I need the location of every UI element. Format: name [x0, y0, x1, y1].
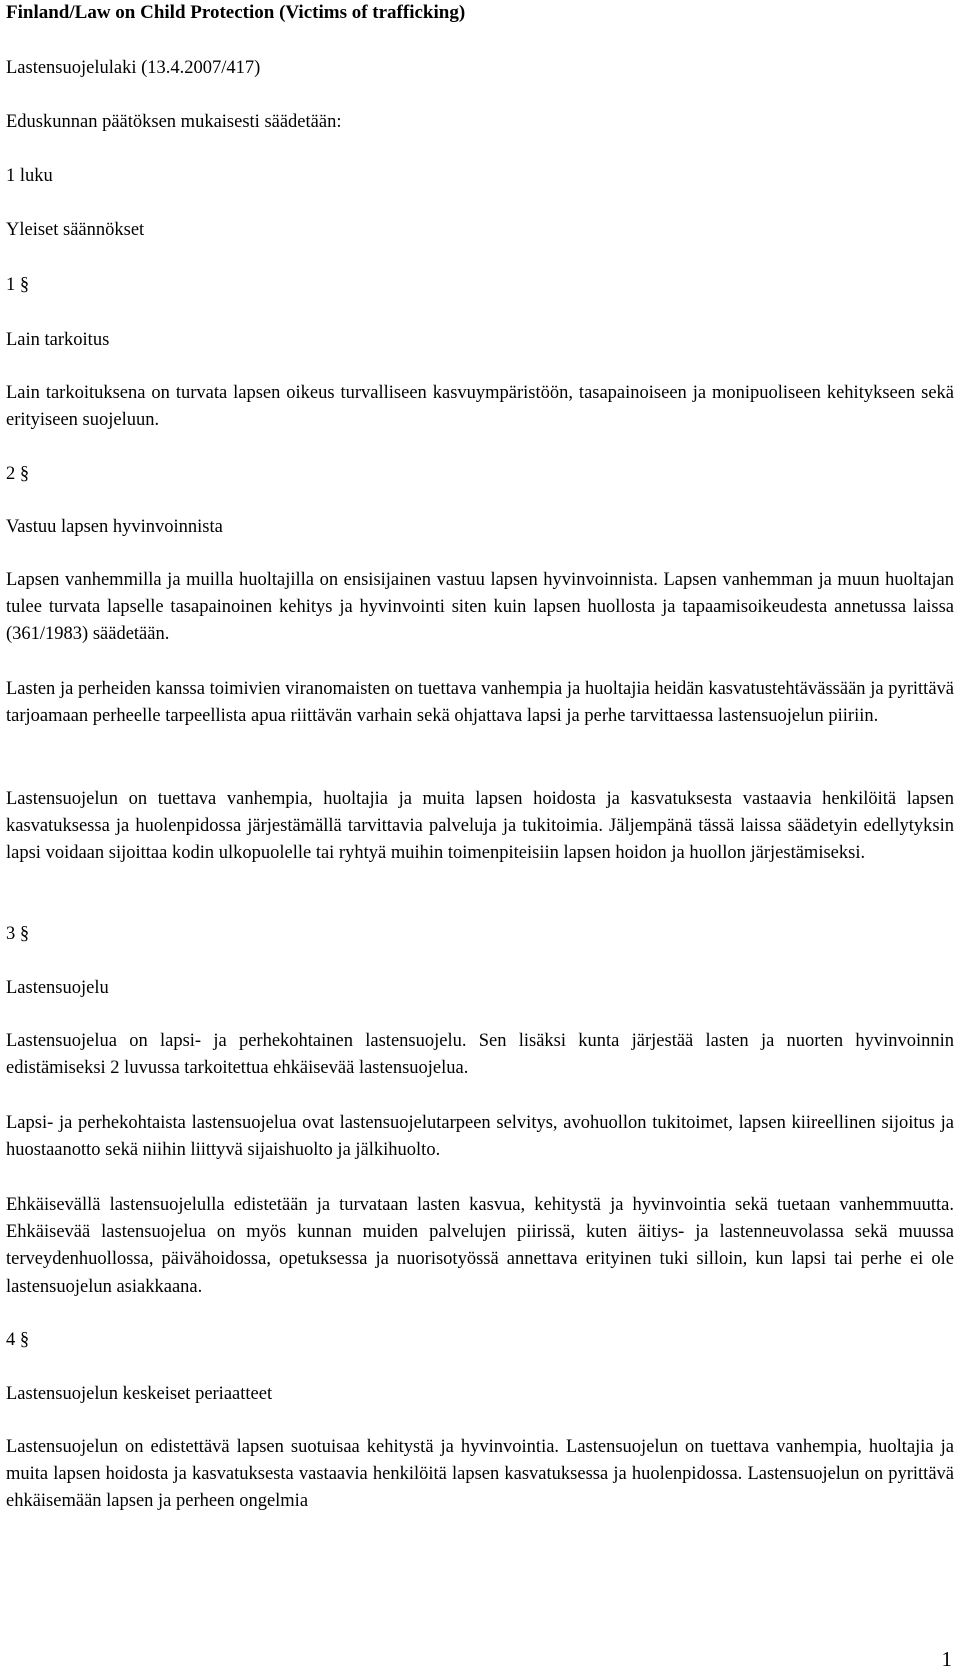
section-3-number: 3 §: [6, 924, 30, 944]
law-name: Lastensuojelulaki (13.4.2007/417): [6, 58, 261, 78]
section-1-paragraph-1: Lain tarkoituksena on turvata lapsen oikeus turvalliseen kasvuympäristöön, tasapainoiseen ja monipuoliseen kehitykseen sekä erityiseen suojeluun.: [6, 383, 954, 431]
section-2-paragraph-3: Lastensuojelun on tuettava vanhempia, huoltajia ja muita lapsen hoidosta ja kasvatuksesta vastaavia henkilöitä lapsen kasvatuksessa ja huolenpidossa järjestämällä tarvittavia palveluja ja tukitoimia. Jäljempänä tässä laissa säädetyin edellytyksin lapsi voidaan sijoittaa kodin ulkopuolelle tai ryhtyä muihin toimenpiteisiin lapsen hoidon ja huollon järjestämiseksi.: [6, 789, 954, 864]
enactment-clause: Eduskunnan päätöksen mukaisesti säädetään:: [6, 112, 342, 132]
chapter-title: Yleiset säännökset: [6, 220, 145, 240]
section-2-heading: Vastuu lapsen hyvinvoinnista: [6, 517, 223, 537]
section-3-paragraph-3: Ehkäisevällä lastensuojelulla edistetään ja turvataan lasten kasvua, kehitystä ja hyvinvointia sekä tuetaan vanhemmuutta. Ehkäisevää lastensuojelua on myös kunnan muiden palvelujen piirissä, kuten äitiys- ja lastenneuvolassa sekä muussa terveydenhuollossa, päivähoidossa, opetuksessa ja nuorisotyössä annettava erityinen tuki silloin, kun lapsi tai perhe ei ole lastensuojelun asiakkaana.: [6, 1195, 954, 1297]
section-4-heading: Lastensuojelun keskeiset periaatteet: [6, 1384, 273, 1404]
section-2-paragraph-1: Lapsen vanhemmilla ja muilla huoltajilla on ensisijainen vastuu lapsen hyvinvoinnista. Lapsen vanhemman ja muun huoltajan tulee turvata lapselle tasapainoinen kehitys ja hyvinvointi siten kuin lapsen huollosta ja tapaamisoikeudesta annetussa laissa (361/1983) säädetään.: [6, 570, 954, 645]
page-number: 1: [941, 1647, 952, 1671]
section-4-number: 4 §: [6, 1330, 30, 1350]
section-4-paragraph-1: Lastensuojelun on edistettävä lapsen suotuisaa kehitystä ja hyvinvointia. Lastensuojelun on tuettava vanhempia, huoltajia ja muita lapsen hoidosta ja kasvatuksesta vastaavia henkilöitä lapsen kasvatuksessa ja huolenpidossa. Lastensuojelun on pyrittävä ehkäisemään lapsen ja perheen ongelmia: [6, 1437, 954, 1512]
section-3-paragraph-2: Lapsi- ja perhekohtaista lastensuojelua ovat lastensuojelutarpeen selvitys, avohuollon tukitoimet, lapsen kiireellinen sijoitus ja huostaanotto sekä niihin liittyvä sijaishuolto ja jälkihuolto.: [6, 1113, 954, 1161]
section-1-number: 1 §: [6, 275, 30, 295]
document-title: Finland/Law on Child Protection (Victims of trafficking): [6, 2, 466, 23]
chapter-number: 1 luku: [6, 166, 53, 186]
section-1-heading: Lain tarkoitus: [6, 330, 110, 350]
section-2-paragraph-2: Lasten ja perheiden kanssa toimivien viranomaisten on tuettava vanhempia ja huoltajia heidän kasvatustehtävässään ja pyrittävä tarjoamaan perheelle tarpeellista apua riittävän varhain sekä ohjattava lapsi ja perhe tarvittaessa lastensuojelun piiriin.: [6, 679, 954, 727]
section-3-paragraph-1: Lastensuojelua on lapsi- ja perhekohtainen lastensuojelu. Sen lisäksi kunta järjestää lasten ja nuorten hyvinvoinnin edistämiseksi 2 luvussa tarkoitettua ehkäisevää lastensuojelua.: [6, 1031, 954, 1079]
section-2-number: 2 §: [6, 464, 30, 484]
section-3-heading: Lastensuojelu: [6, 978, 109, 998]
